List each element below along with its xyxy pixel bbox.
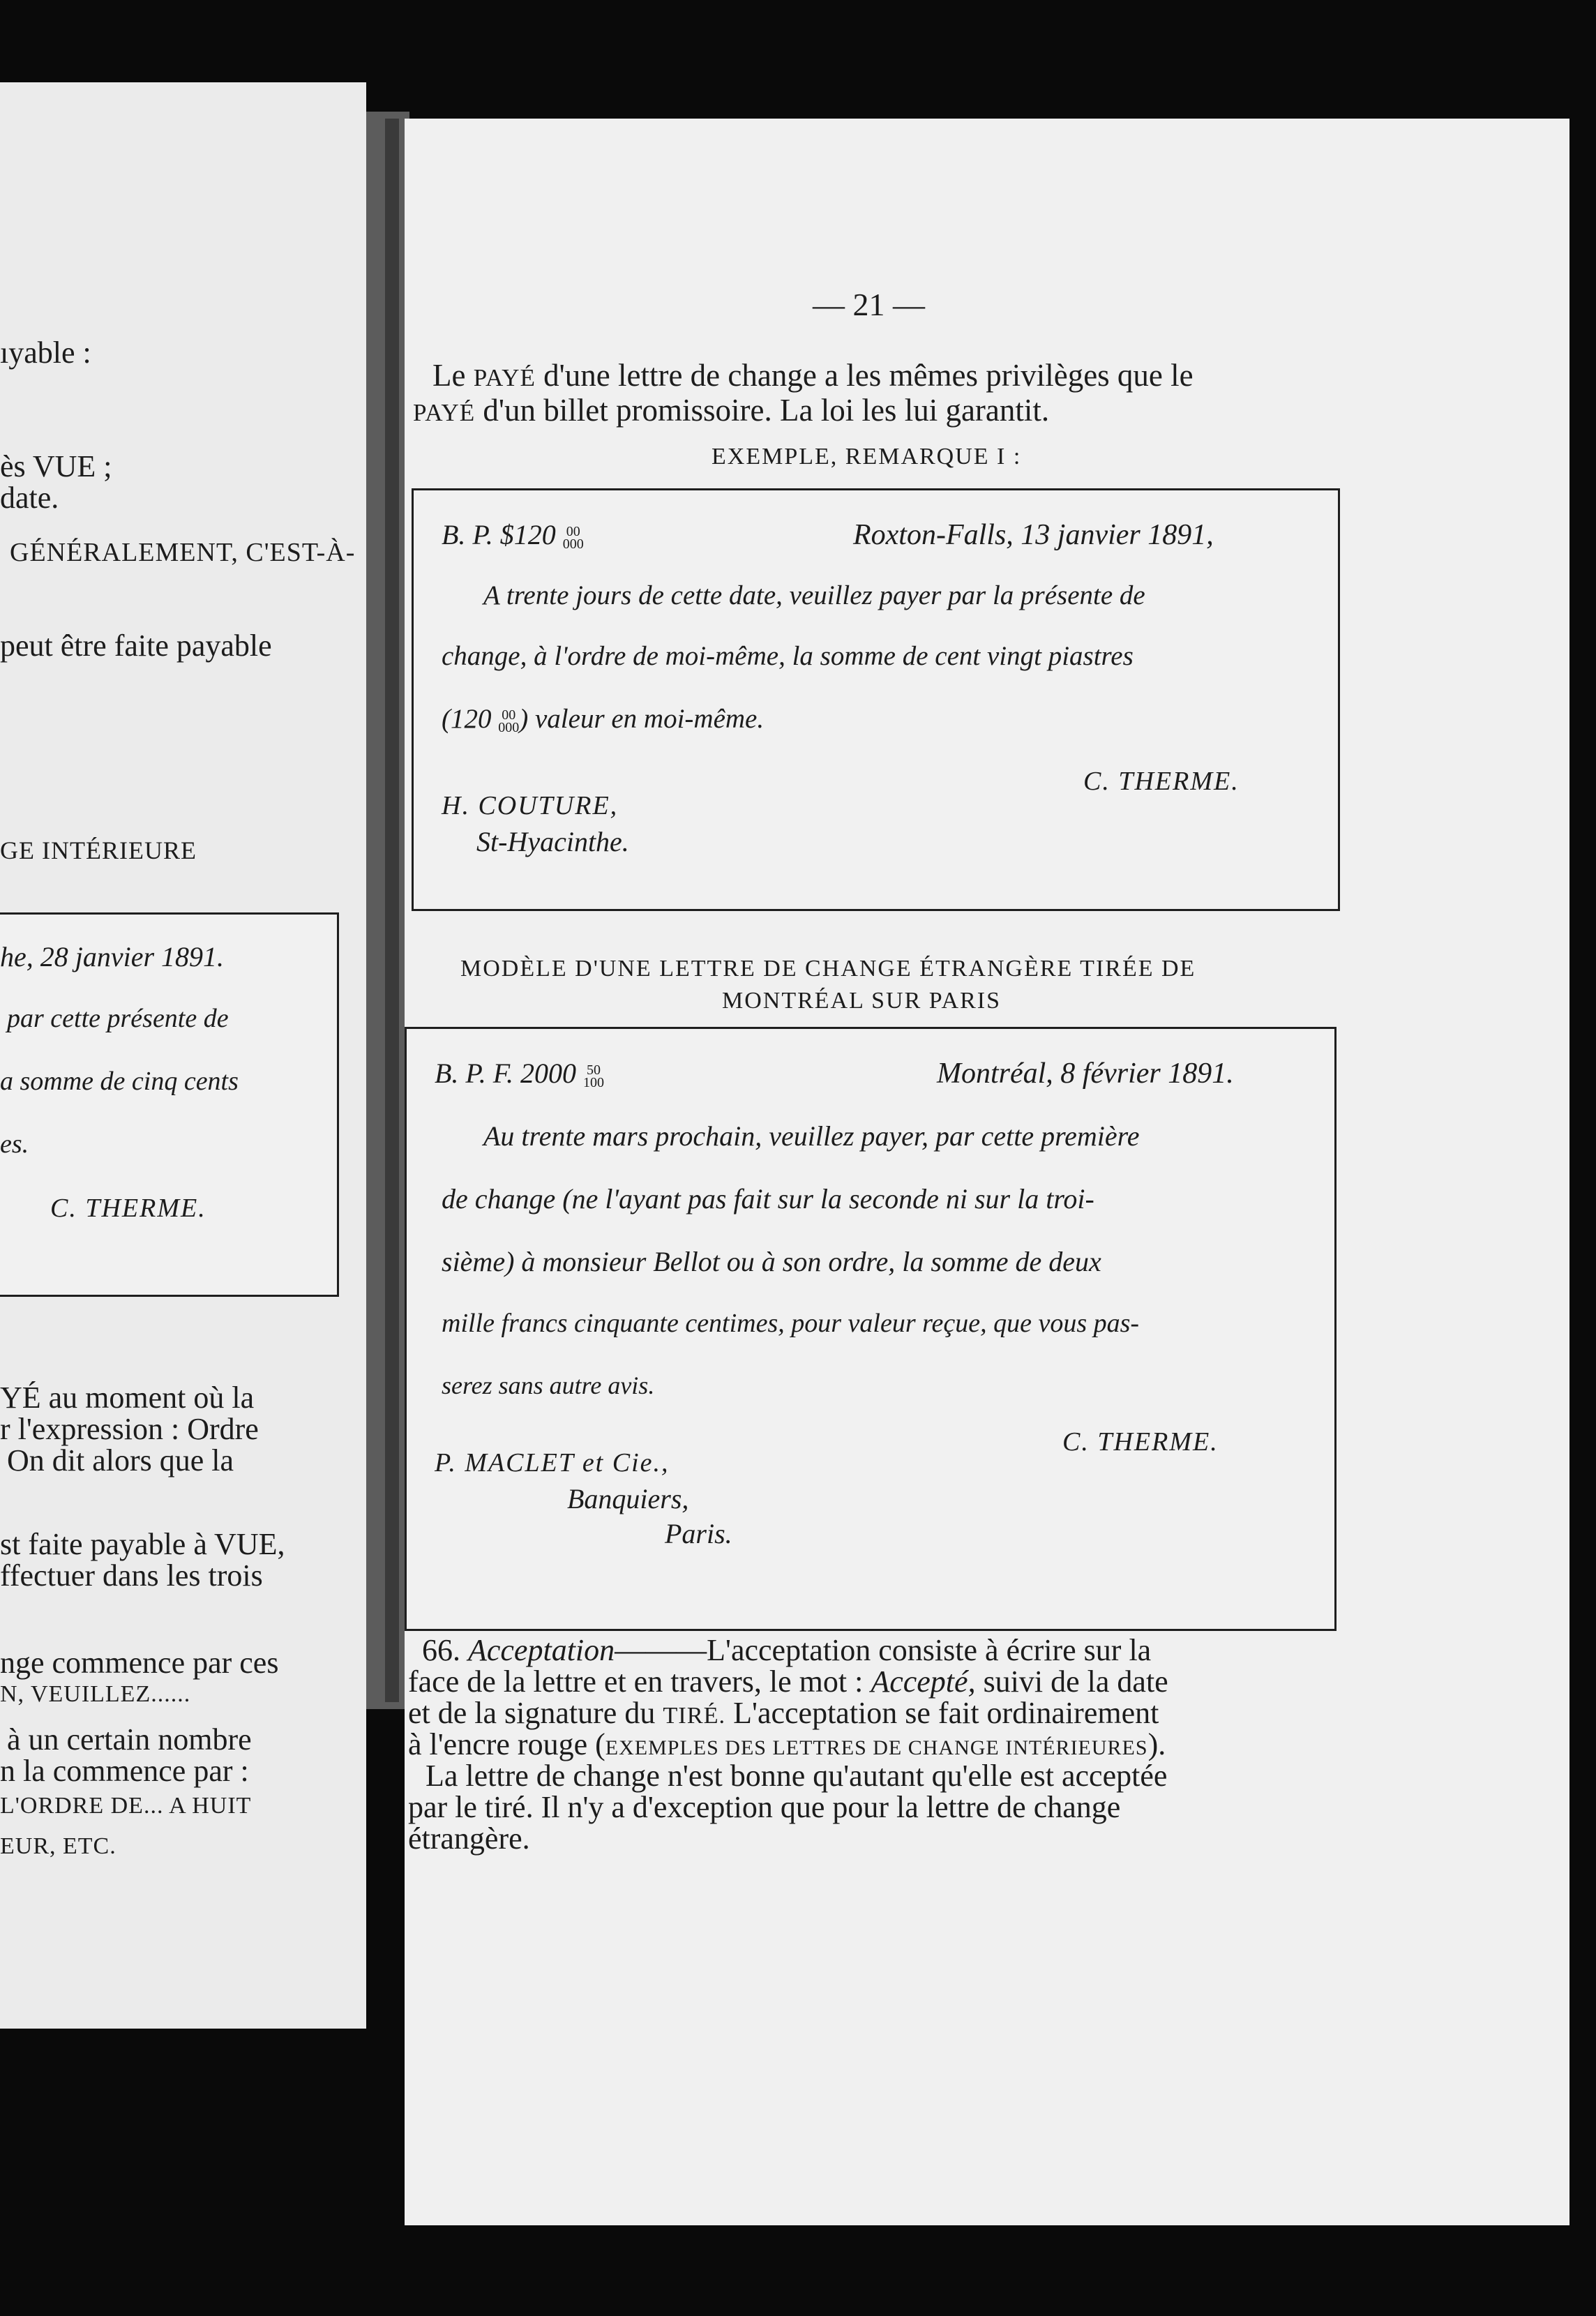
book-spine-shadow [385, 119, 399, 1702]
paragraph-66-line: et de la signature du TIRÉ. L'acceptation se fait ordinairement [408, 1696, 1159, 1730]
bill-text-line: A trente jours de cette date, veuillez payer par la présente de [483, 580, 1145, 610]
drawee-name: H. COUTURE, [442, 791, 619, 820]
paragraph-66-line: à l'encre rouge (EXEMPLES DES LETTRES DE CHANGE INTÉRIEURES). [408, 1727, 1166, 1761]
left-line: he, 28 janvier 1891. [0, 941, 225, 972]
bill-text-line: (120 00 000) valeur en moi-même. [442, 704, 765, 736]
drawee-place: St-Hyacinthe. [476, 826, 629, 857]
paragraph-66-line: face de la lettre et en travers, le mot : Accepté, suivi de la date [408, 1664, 1168, 1699]
bill-text-line: de change (ne l'ayant pas fait sur la seconde ni sur la troi- [442, 1183, 1094, 1215]
bill-of-exchange-box-1 [412, 488, 1340, 911]
left-line: C. THERME. [50, 1194, 206, 1223]
drawee-place: Paris. [665, 1518, 732, 1549]
left-line: à un certain nombre [7, 1722, 252, 1757]
bill-of-exchange-box-2 [405, 1027, 1337, 1631]
bill-place-date: Montréal, 8 février 1891. [937, 1058, 1234, 1090]
bill-text-line: sième) à monsieur Bellot ou à son ordre, la somme de deux [442, 1246, 1101, 1277]
left-line: EUR, ETC. [0, 1833, 116, 1859]
cents-fraction: 50 100 [583, 1062, 604, 1090]
left-line: nge commence par ces [0, 1646, 279, 1680]
left-line: par cette présente de [7, 1004, 229, 1033]
left-line: n la commence par : [0, 1754, 249, 1788]
left-line: GÉNÉRALEMENT, C'EST-À- [10, 538, 356, 567]
paragraph-66-line: étrangère. [408, 1821, 530, 1856]
page-number: — 21 — [813, 287, 925, 322]
cents-fraction: 00 000 [498, 707, 520, 736]
left-line: YÉ au moment où la [0, 1381, 255, 1415]
left-line: ffectuer dans les trois [0, 1558, 263, 1593]
left-line: a somme de cinq cents [0, 1067, 239, 1096]
example-heading: EXEMPLE, REMARQUE I : [712, 444, 1022, 469]
model-heading-line-2: MONTRÉAL SUR PARIS [722, 988, 1002, 1014]
left-page [0, 82, 366, 2029]
bill-text-line: Au trente mars prochain, veuillez payer, par cette première [483, 1120, 1140, 1152]
bill-text-line: serez sans autre avis. [442, 1371, 655, 1399]
left-line: es. [0, 1129, 29, 1159]
left-line: N, VEUILLEZ...... [0, 1681, 191, 1707]
bill-amount: B. P. F. 2000 50 100 [435, 1058, 604, 1090]
bill-text-line: mille francs cinquante centimes, pour valeur reçue, que vous pas- [442, 1309, 1140, 1338]
bill-place-date: Roxton-Falls, 13 janvier 1891, [853, 519, 1214, 551]
paragraph-66-line: 66. Acceptation———L'acceptation consiste à écrire sur la [422, 1633, 1152, 1667]
drawer-signature: C. THERME. [1083, 767, 1240, 796]
left-line: GE INTÉRIEURE [0, 836, 197, 864]
drawer-signature: C. THERME. [1062, 1427, 1219, 1457]
intro-line-1: Le PAYÉ d'une lettre de change a les mêmes privilèges que le [432, 358, 1194, 393]
left-line: ès VUE ; [0, 449, 112, 483]
cents-fraction: 00 000 [562, 523, 584, 552]
paragraph-66-line: La lettre de change n'est bonne qu'autant qu'elle est acceptée [426, 1759, 1168, 1793]
left-line: ıyable : [0, 336, 91, 370]
left-line: st faite payable à VUE, [0, 1527, 285, 1561]
intro-line-2: PAYÉ d'un billet promissoire. La loi les lui garantit. [413, 393, 1050, 428]
left-line: peut être faite payable [0, 629, 272, 663]
right-page [405, 119, 1569, 2225]
drawee-name: P. MACLET et Cie., [435, 1448, 670, 1477]
left-line: L'ORDRE DE... A HUIT [0, 1793, 252, 1819]
drawee-role: Banquiers, [567, 1483, 689, 1514]
model-heading-line-1: MODÈLE D'UNE LETTRE DE CHANGE ÉTRANGÈRE TIRÉE DE [460, 956, 1196, 982]
bill-text-line: change, à l'ordre de moi-même, la somme de cent vingt piastres [442, 641, 1134, 671]
left-line: On dit alors que la [7, 1443, 234, 1477]
left-line: date. [0, 481, 59, 515]
left-line: r l'expression : Ordre [0, 1412, 259, 1446]
paragraph-66-line: par le tiré. Il n'y a d'exception que pour la lettre de change [408, 1790, 1121, 1824]
bill-amount: B. P. $120 00 000 [442, 519, 584, 552]
